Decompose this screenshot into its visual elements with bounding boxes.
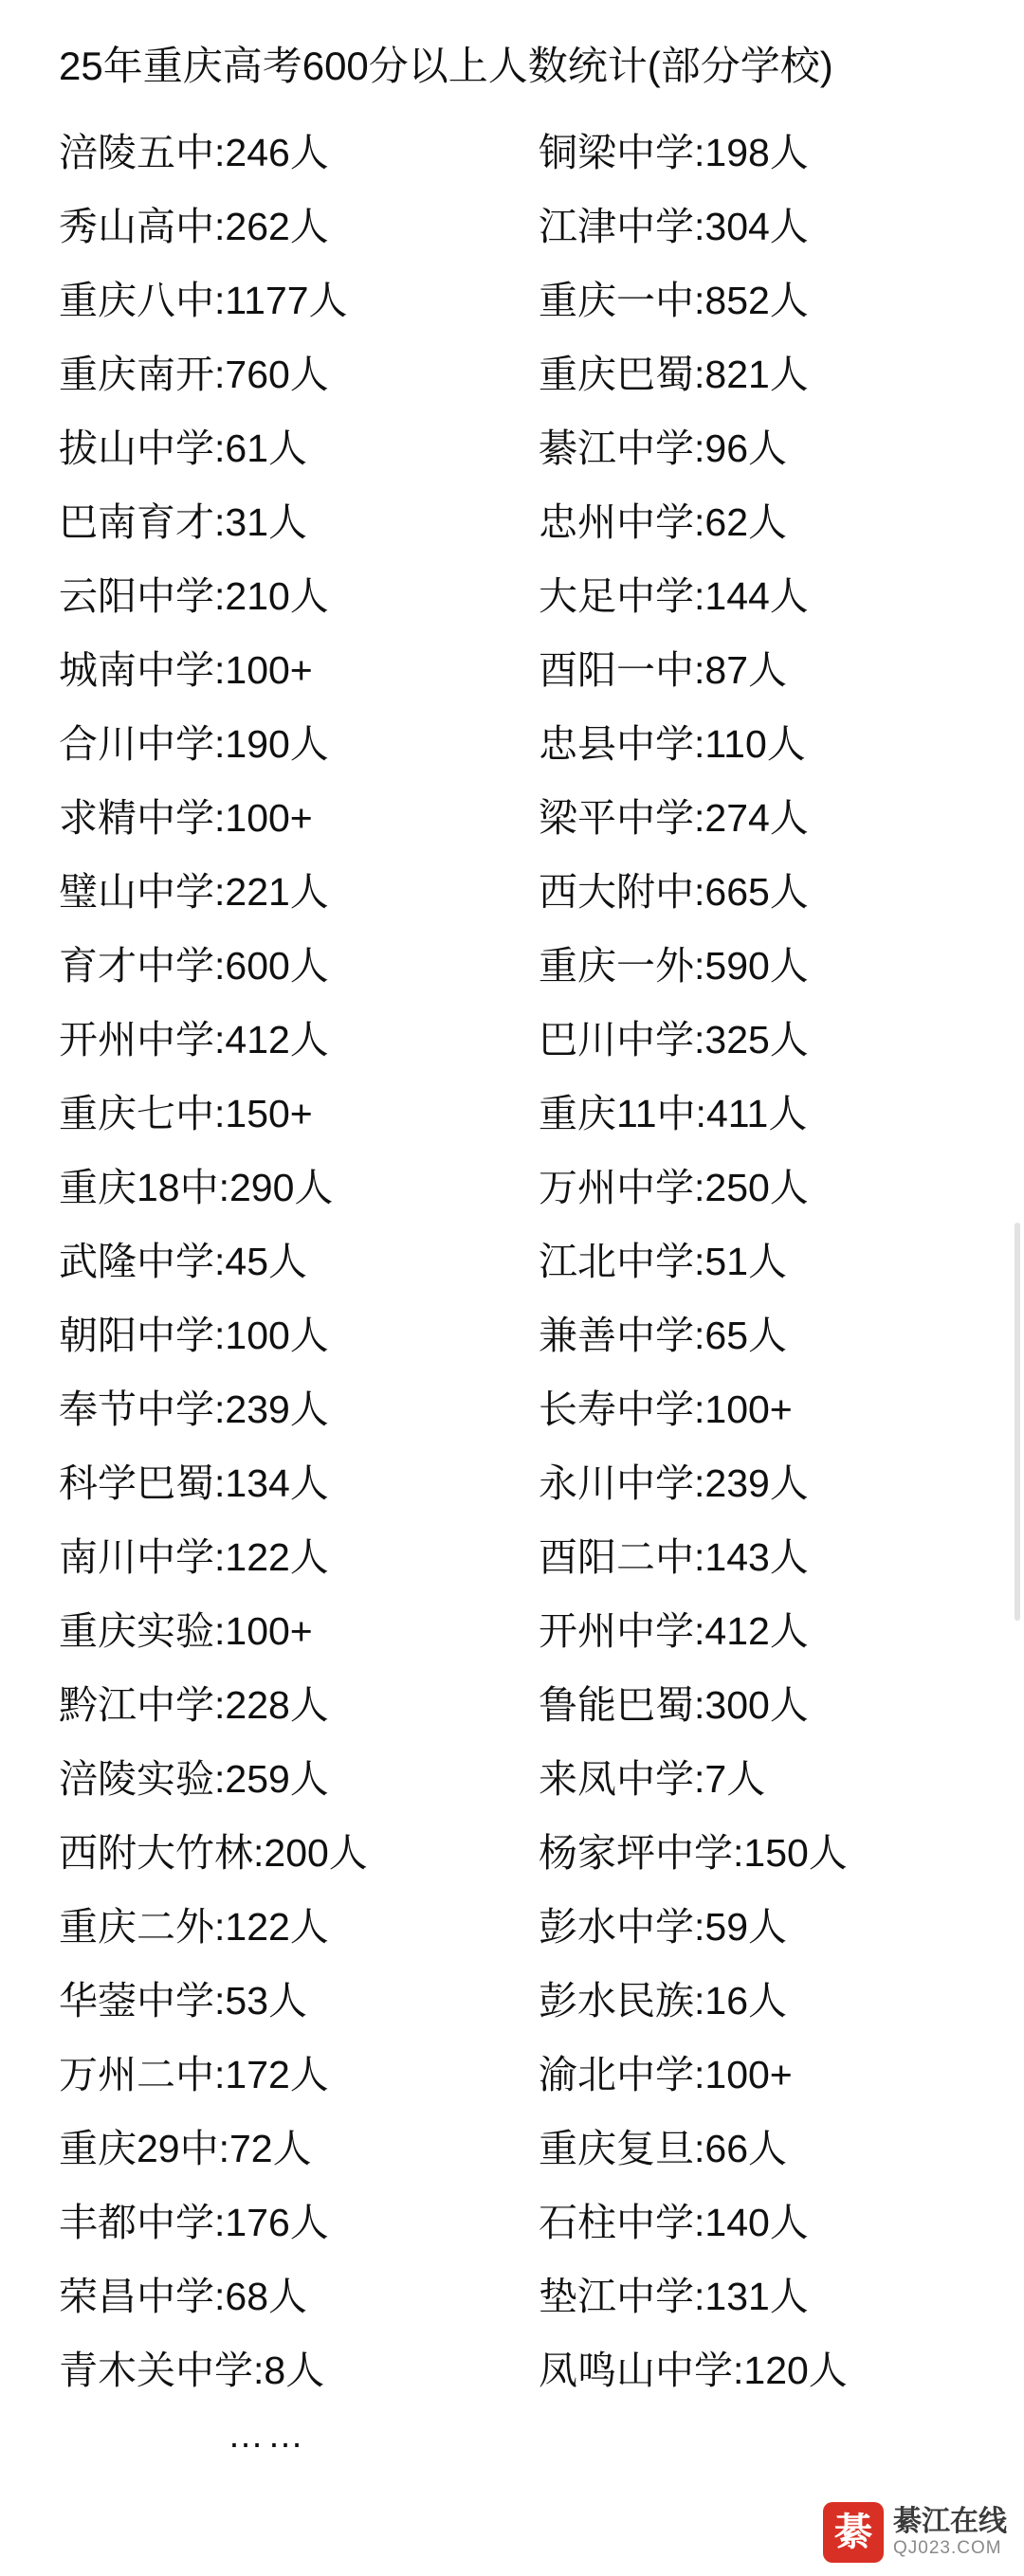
list-item: 忠州中学:62人 bbox=[539, 500, 787, 544]
list-item: 铜梁中学:198人 bbox=[539, 131, 809, 174]
scrollbar[interactable] bbox=[1015, 1223, 1020, 1621]
list-item: 重庆29中:72人 bbox=[59, 2127, 312, 2170]
list-row bbox=[0, 1964, 1024, 2038]
list-row bbox=[0, 1003, 1024, 1077]
list-item: 育才中学:600人 bbox=[59, 944, 329, 988]
list-item: 酉阳二中:143人 bbox=[539, 1535, 809, 1579]
list-row bbox=[0, 1816, 1024, 1890]
list-item: 涪陵实验:259人 bbox=[59, 1757, 329, 1801]
list-item: 石柱中学:140人 bbox=[539, 2201, 809, 2244]
list-item: 科学巴蜀:134人 bbox=[59, 1461, 329, 1505]
list-item: 奉节中学:239人 bbox=[59, 1388, 329, 1431]
list-item: 垫江中学:131人 bbox=[539, 2275, 809, 2318]
list-item: 长寿中学:100+ bbox=[539, 1388, 793, 1431]
list-row-truncated bbox=[0, 2407, 1024, 2464]
list-row bbox=[0, 116, 1024, 190]
list-item: 涪陵五中:246人 bbox=[59, 131, 329, 174]
list-item: 杨家坪中学:150人 bbox=[539, 1831, 848, 1875]
list-item: 永川中学:239人 bbox=[539, 1461, 809, 1505]
list-item: 重庆11中:411人 bbox=[539, 1092, 808, 1135]
list-item: 云阳中学:210人 bbox=[59, 574, 329, 618]
list-item: 兼善中学:65人 bbox=[539, 1314, 787, 1357]
list-row bbox=[0, 1446, 1024, 1520]
list-row bbox=[0, 1520, 1024, 1594]
list-item: 荣昌中学:68人 bbox=[59, 2275, 307, 2318]
list-item: 万州二中:172人 bbox=[59, 2053, 329, 2096]
list-row bbox=[0, 855, 1024, 929]
list-row bbox=[0, 263, 1024, 337]
list-row bbox=[0, 1668, 1024, 1742]
list-row bbox=[0, 1742, 1024, 1816]
list-row bbox=[0, 559, 1024, 633]
page-title: 25年重庆高考600分以上人数统计(部分学校) bbox=[59, 44, 833, 88]
list-item: 江北中学:51人 bbox=[539, 1240, 787, 1283]
list-item: 梁平中学:274人 bbox=[539, 796, 809, 840]
list-item: 彭水中学:59人 bbox=[539, 1905, 787, 1949]
list-row bbox=[0, 1225, 1024, 1298]
list-row bbox=[0, 2259, 1024, 2333]
list-item: 重庆复旦:66人 bbox=[539, 2127, 787, 2170]
watermark-text bbox=[893, 2506, 1007, 2559]
list-row bbox=[0, 337, 1024, 411]
list-row bbox=[0, 2112, 1024, 2186]
list-item: 来凤中学:7人 bbox=[539, 1757, 766, 1801]
school-score-list bbox=[0, 116, 1024, 2464]
list-item: 武隆中学:45人 bbox=[59, 1240, 307, 1283]
list-item: 忠县中学:110人 bbox=[539, 722, 806, 766]
list-item: 綦江中学:96人 bbox=[539, 426, 787, 470]
watermark bbox=[823, 2502, 1007, 2563]
list-row bbox=[0, 2333, 1024, 2407]
list-item: 渝北中学:100+ bbox=[539, 2053, 793, 2096]
list-item: 丰都中学:176人 bbox=[59, 2201, 329, 2244]
list-row bbox=[0, 781, 1024, 855]
list-row bbox=[0, 411, 1024, 485]
list-item: 合川中学:190人 bbox=[59, 722, 329, 766]
list-item: 开州中学:412人 bbox=[59, 1018, 329, 1061]
list-item: 黔江中学:228人 bbox=[59, 1683, 329, 1727]
list-item: 西附大竹林:200人 bbox=[59, 1831, 368, 1875]
list-item: 重庆巴蜀:821人 bbox=[539, 353, 809, 396]
list-item: 城南中学:100+ bbox=[59, 648, 313, 692]
list-row bbox=[0, 1890, 1024, 1964]
list-item: 大足中学:144人 bbox=[539, 574, 809, 618]
list-item: 朝阳中学:100人 bbox=[59, 1314, 329, 1357]
list-item: 重庆实验:100+ bbox=[59, 1609, 313, 1653]
list-item: 鲁能巴蜀:300人 bbox=[539, 1683, 809, 1727]
list-row bbox=[0, 707, 1024, 781]
list-item: 开州中学:412人 bbox=[539, 1609, 809, 1653]
list-row bbox=[0, 1372, 1024, 1446]
list-item: 重庆18中:290人 bbox=[59, 1166, 334, 1209]
list-item: 重庆一中:852人 bbox=[539, 279, 809, 322]
list-item: 秀山高中:262人 bbox=[59, 205, 329, 248]
list-item: 西大附中:665人 bbox=[539, 870, 809, 914]
watermark-url: QJ023.COM bbox=[893, 2538, 1002, 2558]
list-row bbox=[0, 929, 1024, 1003]
list-item: 江津中学:304人 bbox=[539, 205, 809, 248]
watermark-title: 綦江在线 bbox=[893, 2506, 1007, 2537]
list-row bbox=[0, 1594, 1024, 1668]
list-row bbox=[0, 1077, 1024, 1151]
list-item: 重庆南开:760人 bbox=[59, 353, 329, 396]
list-item: 重庆一外:590人 bbox=[539, 944, 809, 988]
list-item: 巴川中学:325人 bbox=[539, 1018, 809, 1061]
list-row bbox=[0, 1298, 1024, 1372]
list-item: 凤鸣山中学:120人 bbox=[539, 2349, 848, 2392]
list-item: 璧山中学:221人 bbox=[59, 870, 329, 914]
list-item: 拔山中学:61人 bbox=[59, 426, 307, 470]
list-row bbox=[0, 190, 1024, 263]
list-item: 重庆二外:122人 bbox=[59, 1905, 329, 1949]
list-row bbox=[0, 485, 1024, 559]
list-item: 酉阳一中:87人 bbox=[539, 648, 787, 692]
list-item: 求精中学:100+ bbox=[59, 796, 313, 840]
list-item: 彭水民族:16人 bbox=[539, 1979, 787, 2023]
list-row bbox=[0, 2038, 1024, 2112]
list-item: 华蓥中学:53人 bbox=[59, 1979, 307, 2023]
list-item: 南川中学:122人 bbox=[59, 1535, 329, 1579]
list-item: 万州中学:250人 bbox=[539, 1166, 809, 1209]
list-item: 巴南育才:31人 bbox=[59, 500, 307, 544]
list-row bbox=[0, 633, 1024, 707]
list-item: 青木关中学:8人 bbox=[59, 2349, 325, 2392]
list-item: 重庆七中:150+ bbox=[59, 1092, 313, 1135]
list-row bbox=[0, 2186, 1024, 2259]
list-item: 重庆八中:1177人 bbox=[59, 279, 348, 322]
watermark-logo-icon: 綦 bbox=[823, 2502, 884, 2563]
ellipsis-text: …… bbox=[228, 2416, 307, 2456]
list-row bbox=[0, 1151, 1024, 1225]
